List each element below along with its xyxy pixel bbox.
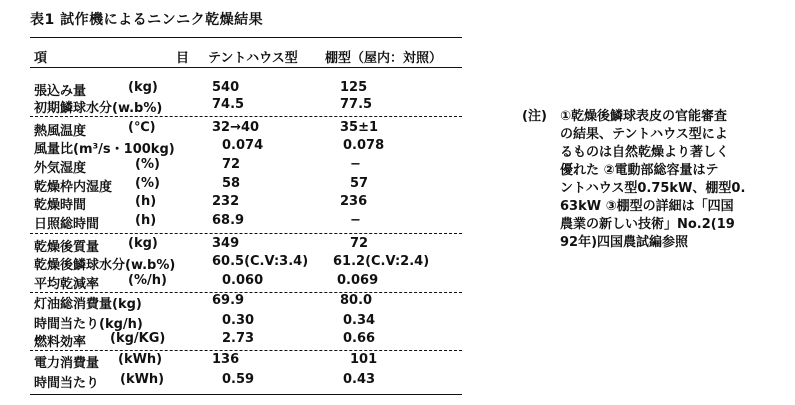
row-unit: (℃) [128,120,156,135]
footnote-line: ントハウス型0.75kW、棚型0. [560,181,746,196]
row-tent-value: 72 [222,157,241,172]
row-shed-value: 72 [350,236,369,251]
row-shed-value: 0.34 [343,313,376,328]
row-tent-value: 0.060 [222,273,264,288]
row-label: 日照総時間 [34,217,100,232]
footnote-prefix: (注) [522,109,547,124]
row-label: 風量比(m³/s・100kg) [34,142,175,157]
row-label: 燃料効率 [34,335,87,350]
row-tent-value: 136 [212,352,240,367]
row-shed-value: 61.2(C.V:2.4) [333,254,430,269]
footnote [522,108,772,252]
table-bottom-rule [30,394,462,395]
row-tent-value: 69.9 [212,293,245,308]
row-tent-value: 0.59 [222,372,255,387]
row-tent-value: 232 [212,194,240,209]
row-label: 熱風温度 [34,124,87,139]
row-tent-value: 349 [212,236,240,251]
row-shed-value: − [350,157,361,172]
row-unit: (kg) [128,236,158,251]
row-label: 平均乾減率 [34,277,100,292]
row-tent-value: 2.73 [222,331,255,346]
row-label: 乾燥時間 [34,198,87,213]
footnote-line: 63kW ③棚型の詳細は「四国 [560,199,734,214]
row-shed-value: 236 [340,194,368,209]
footnote-line: ①乾燥後鱗球表皮の官能審査 [560,109,728,124]
row-shed-value: 0.069 [337,273,379,288]
table-title: 表1 試作機によるニンニク乾燥結果 [30,12,264,28]
row-label: 乾燥後鱗球水分(w.b%) [34,258,176,273]
row-label: 時間当たり(kg/h) [34,317,143,332]
row-unit: (%) [135,157,160,172]
row-tent-value: 58 [222,176,241,191]
footnote-line: 農業の新しい技術」No.2(19 [560,217,735,232]
section-divider [30,233,462,234]
row-shed-value: − [350,213,361,228]
row-label: 灯油総消費量(kg) [34,297,142,312]
row-label: 外気湿度 [34,161,87,176]
header-tent: テントハウス型 [208,51,298,66]
section-divider [30,116,462,117]
row-shed-value: 57 [350,176,369,191]
row-shed-value: 125 [340,80,368,95]
footnote-line: 92年)四国農試編参照 [560,235,689,250]
header-item-left: 項 [34,51,48,66]
row-shed-value: 0.078 [343,138,385,153]
row-unit: (kg/KG) [110,331,166,346]
row-label: 時間当たり [34,376,100,391]
footnote-line: 優れた ②電動部総容量はテ [560,163,719,178]
row-unit: (%/h) [128,273,167,288]
row-unit: (h) [135,194,157,209]
row-shed-value: 77.5 [340,97,373,112]
row-label: 乾燥後質量 [34,240,100,255]
row-label: 電力消費量 [34,356,100,371]
row-label: 張込み量 [34,84,87,99]
table-top-rule [30,37,462,38]
row-label: 乾燥枠内湿度 [34,180,113,195]
row-tent-value: 32→40 [212,120,260,135]
row-unit: (%) [135,176,160,191]
row-unit: (h) [135,213,157,228]
row-unit: (kg) [128,80,158,95]
footnote-line: るものは自然乾燥より著しく [560,145,730,160]
header-shed: 棚型（屋内：対照） [325,51,443,66]
row-tent-value: 74.5 [212,97,245,112]
row-unit: (kWh) [120,372,165,387]
row-shed-value: 35±1 [340,120,379,135]
row-tent-value: 0.074 [222,138,264,153]
row-tent-value: 540 [212,80,240,95]
row-unit: (kWh) [118,352,163,367]
row-shed-value: 101 [350,352,378,367]
footnote-line: の結果、テントハウス型によ [560,127,728,142]
section-divider [30,350,462,351]
row-tent-value: 68.9 [212,213,245,228]
row-tent-value: 0.30 [222,313,255,328]
header-bottom-rule [30,67,462,68]
row-tent-value: 60.5(C.V:3.4) [212,254,309,269]
row-label: 初期鱗球水分(w.b%) [34,101,163,116]
header-item-right: 目 [176,51,190,66]
row-shed-value: 0.66 [343,331,376,346]
row-shed-value: 0.43 [343,372,376,387]
row-shed-value: 80.0 [340,293,373,308]
